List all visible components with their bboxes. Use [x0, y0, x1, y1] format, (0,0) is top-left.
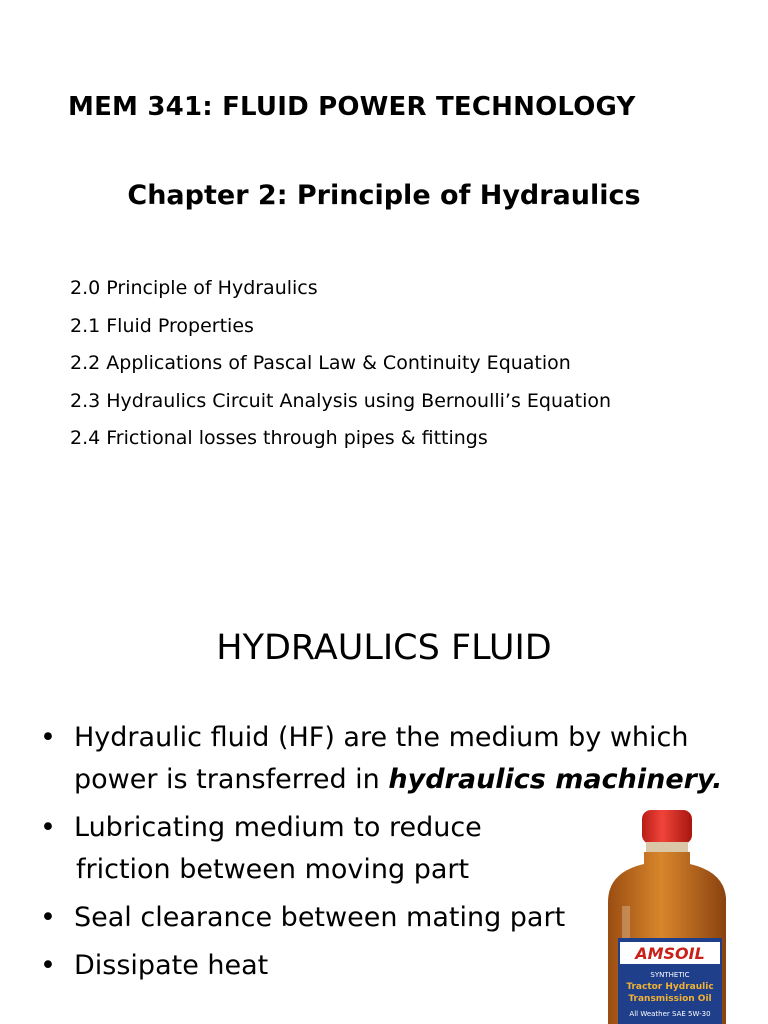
bullet-text-continued — [74, 759, 722, 801]
bullet-marker: • — [40, 950, 56, 981]
bottle-brand-text: AMSOIL — [635, 944, 705, 963]
table-of-contents — [70, 270, 611, 458]
bullet-text: Dissipate heat — [74, 950, 269, 981]
bottle-neck — [646, 842, 688, 852]
bottle-label-line2: Tractor Hydraulic — [626, 982, 714, 992]
toc-item: 2.1 Fluid Properties — [70, 314, 254, 337]
course-title: MEM 341: FLUID POWER TECHNOLOGY — [68, 92, 636, 122]
toc-item: 2.0 Principle of Hydraulics — [70, 277, 318, 299]
bottle-label-line4: All Weather SAE 5W-30 — [629, 1010, 711, 1018]
bullet-marker: • — [40, 812, 56, 843]
bullet-text: power is transferred in — [74, 764, 389, 795]
section-title: HYDRAULICS FLUID — [216, 628, 552, 668]
emphasis-text: hydraulics machinery. — [388, 764, 723, 795]
bottle-label-line1: SYNTHETIC — [650, 971, 690, 979]
toc-item: 2.3 Hydraulics Circuit Analysis using Bernoulli’s Equation — [70, 389, 612, 412]
bullet-text-continued: friction between moving part — [76, 854, 470, 885]
bullet-text: Lubricating medium to reduce — [74, 812, 482, 843]
bullet-text: Seal clearance between mating part — [74, 902, 566, 933]
toc-item: 2.4 Frictional losses through pipes & fittings — [70, 427, 488, 449]
slide-2 — [0, 580, 768, 1024]
bottle-cap — [642, 810, 692, 844]
bullet-marker: • — [40, 722, 56, 753]
bullet-text: Hydraulic fluid (HF) are the medium by which — [74, 722, 689, 753]
toc-item: 2.2 Applications of Pascal Law & Continuity Equation — [70, 352, 571, 374]
hydraulic-oil-bottle-image — [604, 806, 730, 1024]
bullet-item — [40, 717, 722, 801]
bottle-label-line3: Transmission Oil — [628, 994, 712, 1004]
chapter-title: Chapter 2: Principle of Hydraulics — [127, 180, 641, 211]
bullet-marker: • — [40, 902, 56, 933]
